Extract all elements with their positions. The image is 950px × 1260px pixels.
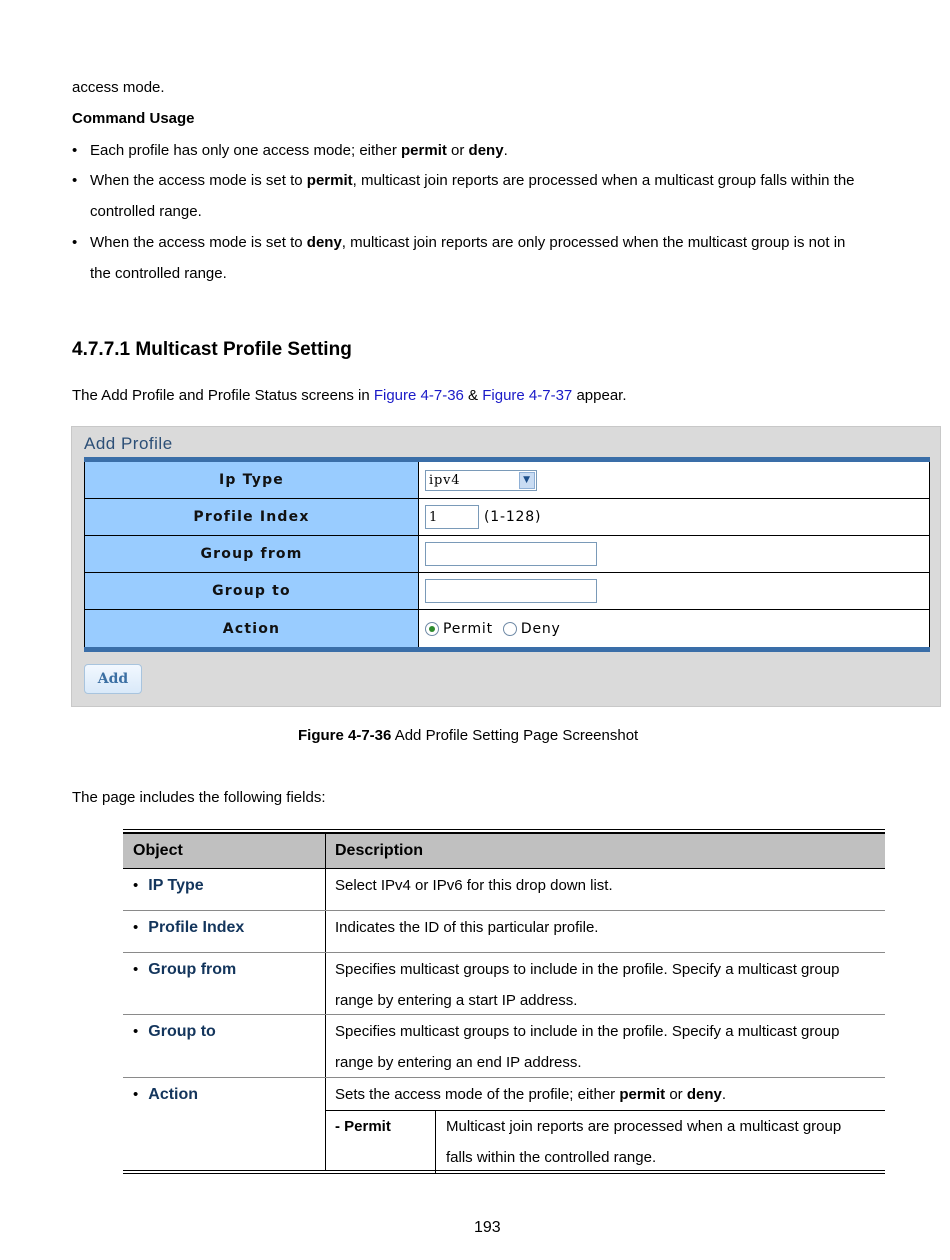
form-row-group-to (84, 573, 930, 610)
command-usage-heading: Command Usage (72, 110, 195, 127)
object-description: Sets the access mode of the profile; either permit or deny. - Permit Multicast join reports are processed when a multicast group falls within the controlled range. (326, 1078, 885, 1170)
deny-radio[interactable] (503, 622, 517, 636)
object-name: Profile Index (148, 919, 245, 936)
object-description: Select IPv4 or IPv6 for this drop down list. (335, 877, 613, 894)
figure-link-37[interactable]: Figure 4-7-37 (482, 387, 573, 404)
group-from-input[interactable] (425, 542, 597, 566)
bullet-dot: • (72, 172, 78, 189)
fields-intro: The page includes the following fields: (72, 789, 326, 806)
bullet-dot: • (133, 877, 139, 894)
bullet-dot: • (133, 1086, 139, 1103)
object-name: IP Type (148, 877, 204, 894)
usage-bullet-3: When the access mode is set to deny, multicast join reports are only processed when the multicast group is not in the controlled range. (90, 234, 846, 282)
profile-index-range: (1-128) (484, 509, 542, 525)
permit-radio[interactable] (425, 622, 439, 636)
add-button[interactable]: Add (84, 664, 142, 694)
figure-link-36[interactable]: Figure 4-7-36 (373, 387, 464, 404)
group-to-label: Group to (84, 573, 419, 609)
table-header (123, 833, 885, 869)
add-profile-panel (71, 426, 941, 707)
group-to-input[interactable] (425, 579, 597, 603)
panel-title: Add Profile (84, 434, 173, 453)
section-title: 4.7.7.1 Multicast Profile Setting (72, 339, 352, 360)
object-description: Indicates the ID of this particular profile. (335, 919, 599, 936)
table-row (123, 869, 885, 911)
header-description: Description (335, 842, 424, 859)
bullet-dot: • (72, 234, 78, 251)
add-profile-form (84, 457, 930, 652)
profile-index-label: Profile Index (84, 499, 419, 535)
ip-type-select[interactable] (425, 470, 537, 491)
object-name: Action (148, 1086, 199, 1103)
form-row-profile-index (84, 499, 930, 536)
section-paragraph: The Add Profile and Profile Status screens in Figure 4-7-36 & Figure 4-7-37 appear. (72, 387, 627, 404)
page-number: 193 (474, 1219, 501, 1236)
bullet-dot: • (133, 1023, 139, 1040)
usage-bullet-2: When the access mode is set to permit, multicast join reports are processed when a multicast group falls within the controlled range. (90, 172, 855, 220)
table-row (123, 1015, 885, 1078)
bullet-dot: • (72, 142, 78, 159)
chevron-down-icon[interactable]: ▼ (519, 472, 535, 489)
object-description: Specifies multicast groups to include in the profile. Specify a multicast group range by entering an end IP address. (335, 1023, 840, 1071)
header-object: Object (123, 834, 326, 868)
ip-type-selected-value: ipv4 (429, 472, 461, 488)
form-row-group-from (84, 536, 930, 573)
object-name: Group from (148, 961, 237, 978)
form-row-ip-type (84, 462, 930, 499)
figure-caption: Figure 4-7-36 Add Profile Setting Page Screenshot (298, 727, 639, 744)
radio-selected-dot (429, 626, 435, 632)
table-row (123, 953, 885, 1015)
permit-radio-label[interactable]: Permit (443, 620, 493, 637)
sub-option-label: - Permit (326, 1111, 436, 1173)
form-row-action (84, 610, 930, 647)
object-name: Group to (148, 1023, 216, 1040)
action-label: Action (84, 610, 419, 647)
ip-type-label: Ip Type (84, 462, 419, 498)
bullet-dot: • (133, 919, 139, 936)
deny-radio-label[interactable]: Deny (520, 620, 561, 637)
intro-line: access mode. (72, 79, 165, 96)
group-from-label: Group from (84, 536, 419, 572)
bullet-dot: • (133, 961, 139, 978)
sub-option-description: Multicast join reports are processed when a multicast group falls within the controlled range. (446, 1118, 842, 1166)
usage-bullet-1: Each profile has only one access mode; either permit or deny. (90, 142, 508, 159)
profile-index-input[interactable]: 1 (425, 505, 479, 529)
action-subtable-row (326, 1110, 885, 1173)
table-row (123, 911, 885, 953)
object-description: Specifies multicast groups to include in the profile. Specify a multicast group range by entering a start IP address. (335, 961, 840, 1009)
table-row (123, 1078, 885, 1174)
fields-table (123, 829, 885, 1174)
